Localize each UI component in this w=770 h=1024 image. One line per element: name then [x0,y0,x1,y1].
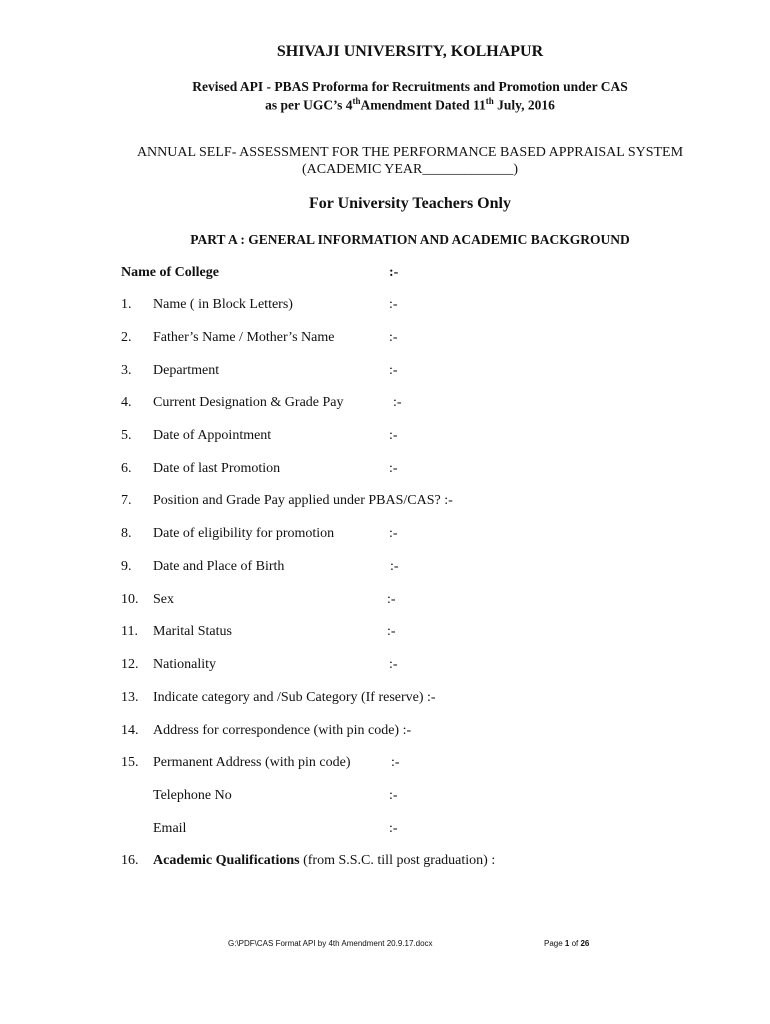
college-label: Name of College [121,265,219,280]
field-label: Marital Status [153,624,232,639]
field-label: Department [153,363,220,378]
field-colon: :- [389,788,398,803]
audience-heading: For University Teachers Only [309,195,511,212]
footer-page-number [544,939,589,948]
field-label: Telephone No [153,788,232,803]
college-colon: :- [389,265,399,280]
page-of: of [569,939,581,948]
part-a-heading: PART A : GENERAL INFORMATION AND ACADEMIC BACKGROUND [190,232,630,247]
field-number: 11. [121,624,138,639]
field-label: Date of eligibility for promotion [153,526,335,541]
field-number: 12. [121,657,139,672]
field-number: 6. [121,461,132,476]
field-number: 9. [121,559,132,574]
page-current: 1 [564,939,570,948]
field-colon: :- [390,559,399,574]
field-number: 4. [121,395,132,410]
field-number: 1. [121,297,132,312]
page-total: 26 [580,939,590,948]
amendment-text-b: Amendment Dated 11 [360,97,486,113]
field-colon: :- [389,821,398,836]
qualifications-label [153,853,495,869]
field-colon: :- [389,526,398,541]
amendment-text-a: as per UGC’s 4 [265,97,353,113]
field-number: 10. [121,592,139,607]
field-label: Nationality [153,657,216,672]
field-number: 3. [121,363,132,378]
field-label: Name ( in Block Letters) [153,297,293,312]
field-colon: :- [389,461,398,476]
qualifications-label-rest: (from S.S.C. till post graduation) : [299,853,496,868]
field-number: 15. [121,755,139,770]
amendment-sup-2: th [485,96,494,106]
field-number: 13. [121,690,139,705]
field-colon: :- [393,395,402,410]
field-label: Date of Appointment [153,428,272,443]
field-label: Email [153,821,187,836]
field-colon: :- [389,330,398,345]
field-colon: :- [389,363,398,378]
field-label: Position and Grade Pay applied under PBAS/CAS? :- [153,493,453,508]
field-label: Father’s Name / Mother’s Name [153,330,335,345]
field-colon: :- [389,657,398,672]
academic-year-line: (ACADEMIC YEAR_____________) [301,162,519,177]
page-prefix: Page [544,939,565,948]
field-label: Current Designation & Grade Pay [153,395,344,410]
field-label: Date and Place of Birth [153,559,285,574]
proforma-subtitle: Revised API - PBAS Proforma for Recruitments and Promotion under CAS [192,79,628,94]
field-number: 14. [121,723,139,738]
field-number: 5. [121,428,132,443]
field-label: Date of last Promotion [153,461,281,476]
qualifications-number: 16. [121,853,139,868]
field-colon: :- [387,624,396,639]
field-label: Permanent Address (with pin code) [153,755,351,770]
field-label: Sex [153,592,174,607]
amendment-text-c: July, 2016 [493,97,555,113]
field-number: 8. [121,526,132,541]
university-title: SHIVAJI UNIVERSITY, KOLHAPUR [276,43,544,60]
field-label: Address for correspondence (with pin code) :- [153,723,412,738]
field-number: 2. [121,330,132,345]
college-row [121,265,219,281]
field-colon: :- [391,755,400,770]
field-label: Indicate category and /Sub Category (If reserve) :- [153,690,436,705]
field-colon: :- [389,297,398,312]
annual-assessment-heading: ANNUAL SELF- ASSESSMENT FOR THE PERFORMANCE BASED APPRAISAL SYSTEM [136,145,684,160]
field-number: 7. [121,493,132,508]
footer-file-path: G:\PDF\CAS Format API by 4th Amendment 20.9.17.docx [228,939,433,948]
field-colon: :- [389,428,398,443]
field-colon: :- [387,592,396,607]
amendment-sup-1: th [352,96,361,106]
amendment-subtitle [25,96,770,114]
qualifications-label-bold: Academic Qualifications [153,853,300,868]
